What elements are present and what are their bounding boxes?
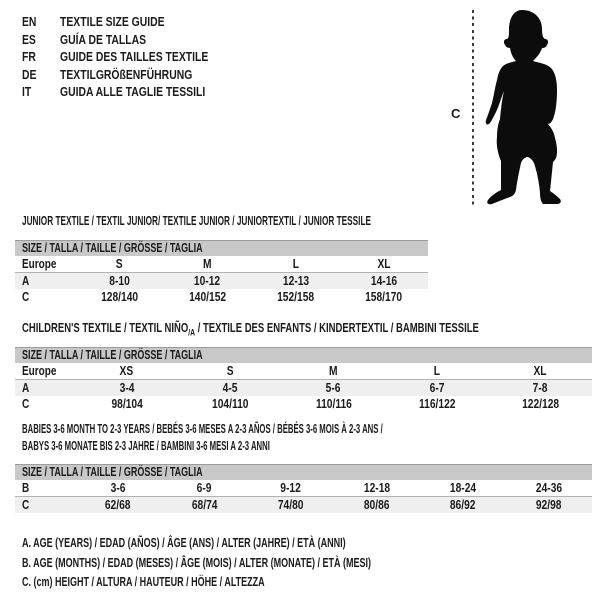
table-cell: 104/110 [211, 397, 249, 411]
size-header-bar: SIZE / TALLA / TAILLE / GRÖSSE / TAGLIA [15, 347, 592, 363]
table-cell: 18-24 [449, 481, 476, 495]
row-label: A [22, 274, 30, 288]
language-row [22, 48, 245, 66]
language-code: DE [22, 66, 37, 82]
table-cell: 6-9 [196, 481, 212, 495]
table-cell: 6-7 [429, 381, 445, 395]
language-code: EN [22, 14, 37, 29]
table-cell: 122/128 [521, 397, 559, 411]
table-cell: 4-5 [222, 381, 238, 395]
table-cell: 68/74 [191, 498, 218, 512]
table-cell: S [115, 257, 123, 271]
table-cell: 140/152 [188, 290, 226, 304]
table-cell: 9-12 [280, 481, 301, 495]
language-row [22, 66, 245, 84]
junior-section-title: JUNIOR TEXTILE / TEXTIL JUNIOR/ TEXTILE JUNIOR / JUNIORTEXTIL / JUNIOR TESSILE [22, 214, 371, 228]
table-cell: 62/68 [105, 498, 131, 512]
table-cell: 116/122 [418, 397, 456, 411]
table-cell: L [433, 364, 441, 378]
table-cell: 80/86 [363, 498, 390, 512]
table-cell: M [203, 257, 212, 271]
language-row [22, 83, 245, 101]
table-cell: XL [533, 364, 547, 378]
language-code: FR [22, 49, 36, 64]
language-code: ES [22, 31, 36, 47]
table-cell: 10-12 [194, 274, 221, 288]
height-measure-label: C [451, 106, 461, 121]
size-header-bar: SIZE / TALLA / TAILLE / GRÖSSE / TAGLIA [15, 240, 428, 256]
table-cell: 3-6 [110, 481, 126, 495]
row-label: Europe [22, 364, 57, 378]
table-cell: 110/116 [315, 397, 352, 411]
language-legend [22, 13, 245, 101]
size-header-bar: SIZE / TALLA / TAILLE / GRÖSSE / TAGLIA [15, 464, 592, 480]
table-cell: 152/158 [277, 290, 315, 304]
table-row [15, 396, 592, 412]
language-row [22, 31, 245, 49]
table-cell: 7-8 [532, 381, 548, 395]
table-cell: 8-10 [108, 274, 130, 288]
babies-size-table [15, 464, 592, 513]
children-section-title: CHILDREN'S TEXTILE / TEXTIL $NIÑO_{/A}$ / TEXTILE DES ENFANTS / KINDERTEXTIL / BAMBINI TESSILE [22, 321, 479, 338]
table-cell: 74/80 [277, 498, 304, 512]
row-label: A [22, 381, 30, 395]
children-size-table [15, 347, 592, 412]
table-row [15, 480, 592, 497]
table-cell: XS [119, 364, 134, 378]
babies-section-title-line2: BABYS 3-6 MONATE BIS 2-3 JAHRE / BAMBINI 3-6 MESI A 2-3 ANNI [22, 439, 270, 453]
table-cell: 12-18 [363, 481, 390, 495]
junior-size-table [15, 240, 428, 305]
language-label: GUIDA ALLE TAGLIE TESSILI [60, 84, 206, 99]
row-label: C [22, 290, 30, 304]
table-row [15, 273, 428, 289]
footnote-a: A. AGE (YEARS) / EDAD (AÑOS) / ÂGE (ANS) / ALTER (JAHRE) / ETÀ (ANNI) [22, 536, 346, 550]
language-label: GUÍA DE TALLAS [60, 31, 147, 47]
footnote-b: B. AGE (MONTHS) / EDAD (MESES) / ÂGE (MOIS) / ALTER (MONATE) / ETÀ (MESI) [22, 556, 371, 570]
table-cell: 24-36 [535, 481, 563, 495]
table-cell: L [292, 257, 299, 271]
table-row [15, 380, 592, 396]
row-label: C [22, 397, 30, 411]
table-cell: 128/140 [100, 290, 138, 304]
table-cell: S [226, 364, 234, 378]
language-row [22, 13, 245, 31]
row-label: B [22, 481, 30, 495]
table-row [15, 256, 428, 273]
row-label: C [22, 498, 30, 512]
table-row [15, 289, 428, 305]
table-cell: M [329, 364, 338, 378]
babies-section-title-line1: BABIES 3-6 MONTH TO 2-3 YEARS / BEBÉS 3-6 MESES A 2-3 AÑOS / BÉBÉS 3-6 MOIS À 2-3 ANS / [22, 422, 383, 436]
table-cell: 92/98 [536, 498, 562, 512]
table-cell: 98/104 [111, 397, 143, 411]
baby-silhouette-icon [477, 2, 577, 212]
table-cell: 158/170 [365, 290, 403, 304]
table-cell: XL [377, 257, 391, 271]
footnote-c: C. (cm) HEIGHT / ALTURA / HAUTEUR / HÖHE / ALTEZZA [22, 575, 265, 589]
table-cell: 3-4 [119, 381, 135, 395]
language-label: TEXTILE SIZE GUIDE [60, 14, 165, 29]
table-row [15, 497, 592, 513]
row-label: Europe [22, 257, 57, 271]
table-cell: 5-6 [326, 381, 341, 395]
table-cell: 14-16 [370, 274, 397, 288]
table-cell: 12-13 [282, 274, 309, 288]
table-cell: 86/92 [449, 498, 476, 512]
table-row [15, 363, 592, 380]
height-measure-line [472, 10, 474, 207]
language-label: GUIDE DES TAILLES TEXTILE [60, 49, 209, 64]
language-code: IT [22, 84, 32, 99]
language-label: TEXTILGRÖßENFÜHRUNG [60, 66, 193, 82]
